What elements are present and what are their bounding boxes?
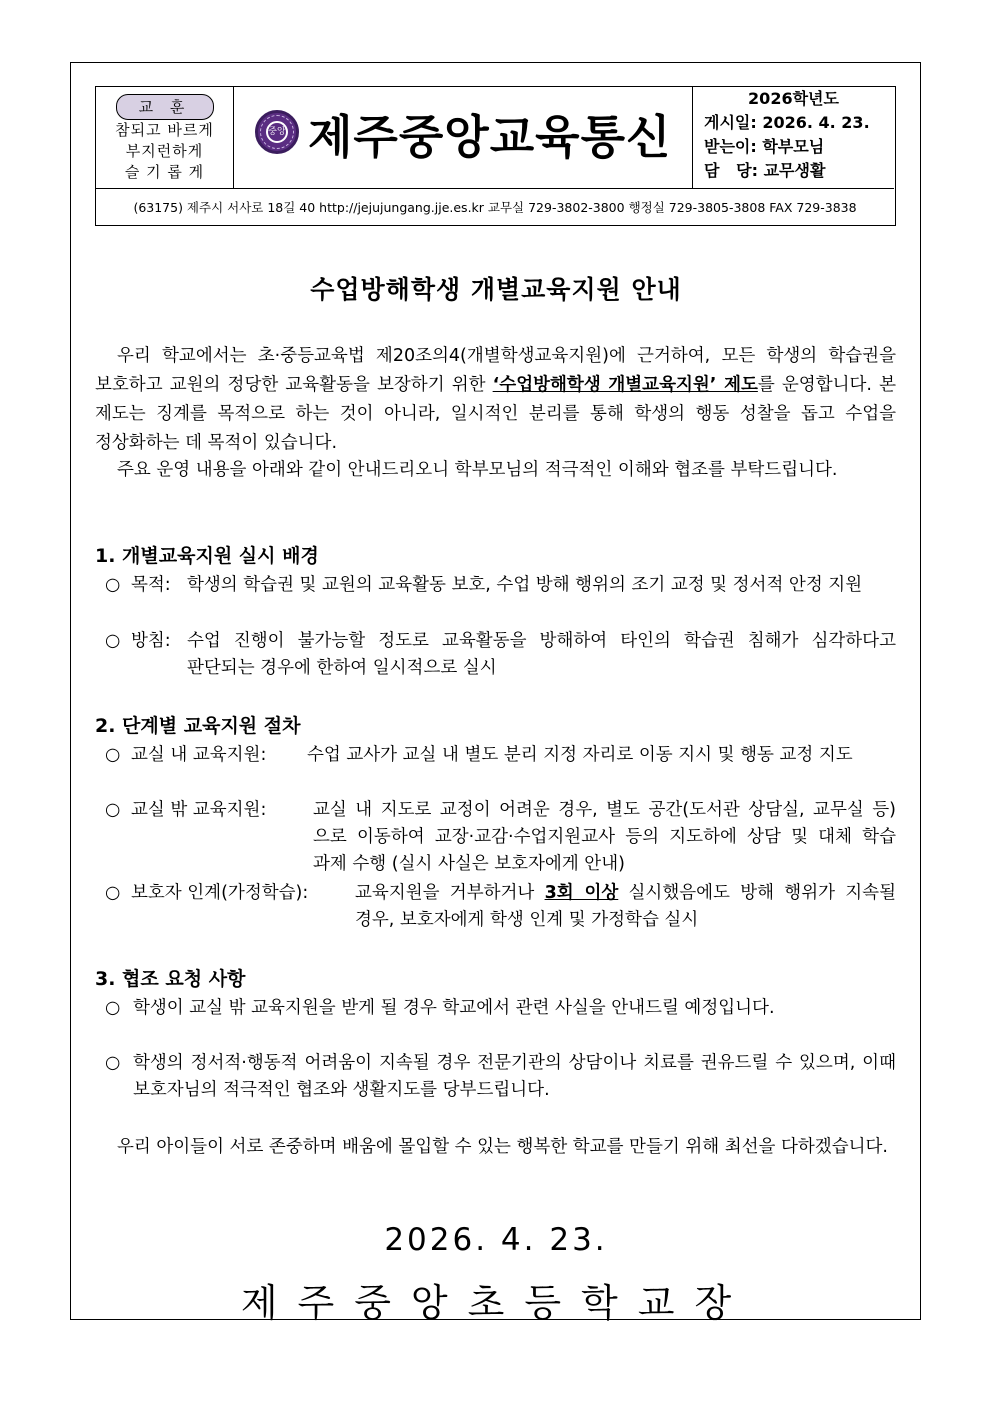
logo-emblem: 중앙: [266, 121, 288, 143]
section-heading: 2. 단계별 교육지원 절차: [95, 715, 301, 737]
intro-text: 를 운영합니다. 본 제도는 징계를 목적으로 하는 것이 아니라, 일시적인 분리를 통해 학생의 행동 성찰을 돕고 수업을 정상화하는 데 목적이 있습니다.: [95, 375, 896, 453]
circle-bullet-icon: ○: [105, 575, 121, 595]
list-item: [105, 628, 896, 682]
item-text: 수업 진행이 불가능할 정도로 교육활동을 방해하여 타인의 학습권 침해가 심각하다고 판단되는 경우에 한하여 일시적으로 실시: [187, 631, 896, 678]
list-item: [105, 880, 896, 934]
item-text: 학생의 정서적·행동적 어려움이 지속될 경우 전문기관의 상담이나 치료를 권유드릴 수 있으며, 이때 보호자님의 적극적인 협조와 생활지도를 당부드립니다.: [133, 1053, 896, 1100]
closing-paragraph: [95, 1133, 896, 1162]
page-border: [70, 62, 921, 1320]
circle-bullet-icon: ○: [105, 800, 121, 820]
item-text: 학생의 학습권 및 교원의 교육활동 보호, 수업 방해 행위의 조기 교정 및 정서적 안정 지원: [187, 575, 863, 595]
item-text: 수업 교사가 교실 내 별도 분리 지정 자리로 이동 지시 및 행동 교정 지도: [307, 745, 853, 765]
item-label: 교실 내 교육지원:: [131, 745, 267, 765]
item-text: 학생이 교실 밖 교육지원을 받게 될 경우 학교에서 관련 사실을 안내드릴 예정입니다.: [133, 998, 775, 1018]
list-item: [105, 797, 896, 878]
school-year: 2026학년도: [748, 89, 839, 108]
circle-bullet-icon: ○: [105, 631, 121, 651]
item-text: 교실 내 지도로 교정이 어려운 경우, 별도 공간(도서관 상담실, 교무실 등)으로 이동하여 교장·교감·수업지원교사 등의 지도하에 상담 및 대체 학습 과제 수행 (실시 사실은 보호자에게 안내): [313, 800, 896, 874]
manager: 담 당: 교무생활: [704, 161, 826, 180]
section-heading: 3. 협조 요청 사항: [95, 968, 246, 990]
recipient: 받는이: 학부모님: [704, 137, 825, 156]
issue-date: 2026. 4. 23.: [384, 1222, 608, 1258]
header-top-row: [96, 87, 894, 189]
motto-badge: 교 훈: [116, 94, 214, 120]
intro-text: 주요 운영 내용을 아래와 같이 안내드리오니 학부모님의 적극적인 이해와 협조를 부탁드립니다.: [117, 460, 838, 480]
circle-bullet-icon: ○: [105, 998, 121, 1018]
item-label: 방침:: [131, 631, 171, 651]
title-cell: [234, 87, 693, 188]
closing-text: 우리 아이들이 서로 존중하며 배움에 몰입할 수 있는 행복한 학교를 만들기 위해 최선을 다하겠습니다.: [117, 1137, 888, 1157]
circle-bullet-icon: ○: [105, 745, 121, 765]
list-item: [105, 742, 896, 796]
intro-paragraph-2: [95, 456, 896, 485]
school-motto: [96, 87, 234, 188]
list-item: [105, 572, 896, 626]
section-heading: 1. 개별교육지원 실시 배경: [95, 545, 319, 567]
newsletter-header: [95, 86, 896, 226]
item-text: [355, 880, 896, 934]
intro-paragraph-1: [95, 342, 896, 458]
motto-line: 슬 기 롭 게: [124, 163, 205, 181]
intro-text: 우리 학교에서는 초·중등교육법 제20조의4(개별학생교육지원)에 근거하여, 모든 학생의 학습권을 보호하고 교원의 정당한 교육활동을 보장하기 위한: [95, 346, 896, 395]
motto-line: 참되고 바르게: [115, 121, 214, 139]
publication-info: [693, 87, 894, 188]
motto-line: 부지런하게: [125, 142, 204, 160]
school-address: (63175) 제주시 서사로 18길 40 http://jejujungang.jje.es.kr 교무실 729-3802-3800 행정실 729-3805-3808 FAX 729-3838: [133, 200, 857, 215]
highlight-count: 3회 이상: [544, 883, 619, 903]
school-logo-icon: [255, 110, 299, 154]
item-label: 목적:: [131, 575, 171, 595]
item-label: 교실 밖 교육지원:: [131, 800, 267, 820]
item-text-part: 교육지원을 거부하거나: [355, 883, 545, 903]
circle-bullet-icon: ○: [105, 1053, 121, 1073]
program-name: ‘수업방해학생 개별교육지원’ 제도: [492, 375, 758, 395]
list-item: [105, 1050, 896, 1104]
newsletter-title: 제주중앙교육통신: [308, 110, 672, 164]
document-title: 수업방해학생 개별교육지원 안내: [310, 275, 682, 304]
principal-signature: 제주중앙초등학교장: [240, 1281, 752, 1325]
circle-bullet-icon: ○: [105, 883, 121, 903]
posted-date: 게시일: 2026. 4. 23.: [704, 113, 870, 132]
list-item: [105, 995, 896, 1049]
item-text-part: 실시했음에도 방해 행위가 지속될 경우, 보호자에게 학생 인계 및 가정학습 실시: [355, 883, 896, 930]
item-label: 보호자 인계(가정학습):: [131, 883, 309, 903]
